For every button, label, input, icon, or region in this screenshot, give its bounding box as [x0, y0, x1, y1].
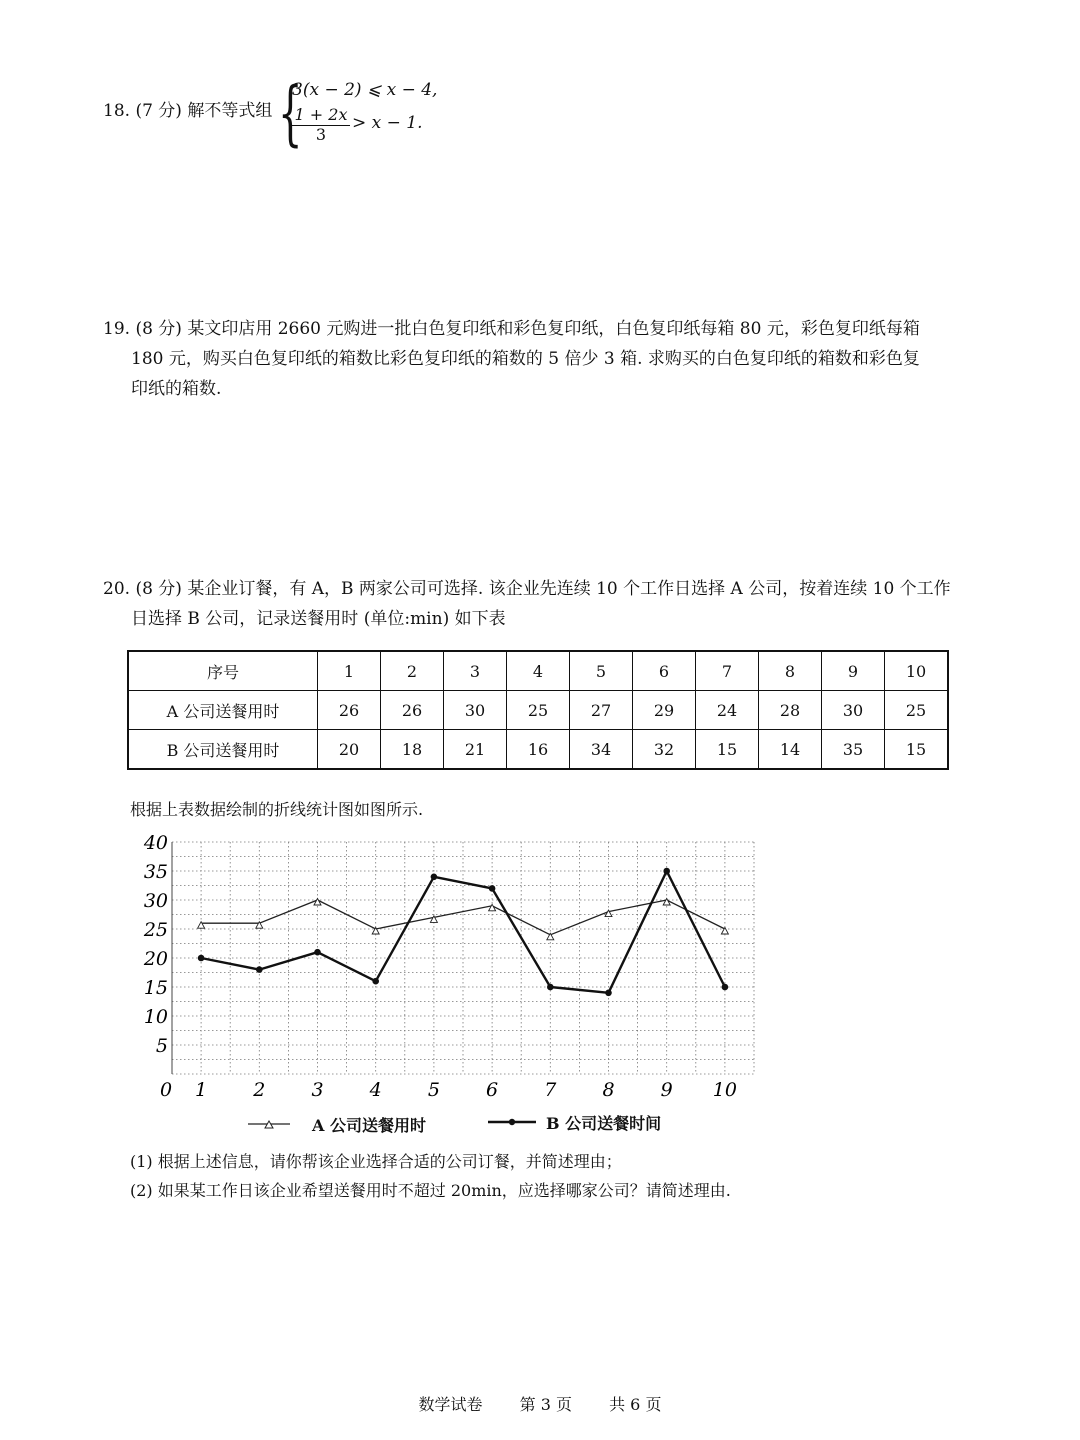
footer-page: 第 3 页 — [519, 1395, 572, 1414]
table-cell: 18 — [381, 730, 444, 770]
q19-line-1: 19. (8 分) 某文印店用 2660 元购进一批白色复印纸和彩色复印纸，白色复印纸每箱 80 元，彩色复印纸每箱 — [103, 319, 920, 339]
table-col-header: 3 — [444, 651, 507, 691]
table-cell: 32 — [633, 730, 696, 770]
y-tick-label: 40 — [143, 832, 168, 854]
q20-sub-1: (1) 根据上述信息，请你帮该企业选择合适的公司订餐，并简述理由； — [130, 1152, 622, 1171]
table-cell: 25 — [507, 691, 570, 730]
series-b-point — [314, 949, 321, 956]
q18-inequality-2: > x − 1. — [352, 113, 423, 133]
table-cell: 30 — [822, 691, 885, 730]
series-b-point — [372, 978, 379, 985]
q20-line-1: 20. (8 分) 某企业订餐，有 A，B 两家公司可选择. 该企业先连续 10 个工作日选择 A 公司，按着连续 10 个工作 — [103, 579, 951, 599]
q18-label: 18. (7 分) 解不等式组 — [103, 101, 273, 121]
table-cell: 25 — [885, 691, 949, 730]
table-cell: 15 — [885, 730, 949, 770]
x-tick-label: 9 — [660, 1079, 673, 1101]
table-col-header: 6 — [633, 651, 696, 691]
series-b-point — [547, 984, 554, 991]
q18-fraction-numerator: 1 + 2x — [292, 106, 350, 126]
q19-line-2: 180 元，购买白色复印纸的箱数比彩色复印纸的箱数的 5 倍少 3 箱. 求购买的白色复印纸的箱数和彩色复 — [131, 349, 920, 369]
table-cell: 21 — [444, 730, 507, 770]
legend-b-label: B 公司送餐时间 — [546, 1114, 662, 1133]
table-col-header: 7 — [696, 651, 759, 691]
q18-fraction — [292, 106, 350, 144]
x-tick-label: 1 — [195, 1079, 208, 1101]
x-tick-label: 2 — [253, 1079, 266, 1101]
table-col-header: 2 — [381, 651, 444, 691]
table-header-row — [128, 651, 948, 691]
series-b-point — [256, 966, 263, 973]
table-row-a — [128, 691, 948, 730]
table-row-label: A 公司送餐用时 — [128, 691, 318, 730]
table-cell: 26 — [318, 691, 381, 730]
delivery-time-table — [127, 650, 949, 770]
line-chart — [120, 826, 780, 1116]
table-header-label: 序号 — [128, 651, 318, 691]
table-cell: 16 — [507, 730, 570, 770]
series-b-point — [431, 874, 438, 881]
x-tick-label: 8 — [602, 1079, 615, 1101]
y-tick-label: 35 — [143, 861, 168, 883]
q20-text — [103, 574, 983, 634]
series-a-line — [201, 900, 725, 935]
x-tick-label: 3 — [311, 1079, 324, 1101]
q20-line-2: 日选择 B 公司，记录送餐用时 (单位:min) 如下表 — [131, 609, 506, 629]
y-tick-label: 30 — [143, 890, 168, 912]
table-col-header: 9 — [822, 651, 885, 691]
x-tick-label: 4 — [369, 1079, 382, 1101]
series-b-point — [663, 868, 670, 875]
series-b-point — [198, 955, 205, 962]
table-cell: 34 — [570, 730, 633, 770]
footer — [0, 1392, 1080, 1415]
y-tick-label: 5 — [155, 1035, 168, 1057]
footer-subject: 数学试卷 — [418, 1395, 483, 1414]
left-brace: { — [278, 72, 303, 154]
table-cell: 15 — [696, 730, 759, 770]
series-b-point — [489, 885, 496, 892]
legend-b-swatch — [486, 1112, 538, 1132]
chart-intro: 根据上表数据绘制的折线统计图如图所示. — [130, 800, 424, 819]
table-col-header: 1 — [318, 651, 381, 691]
q19-text — [103, 314, 983, 404]
table-col-header: 8 — [759, 651, 822, 691]
table-cell: 27 — [570, 691, 633, 730]
y-tick-label: 10 — [143, 1006, 168, 1028]
table-cell: 26 — [381, 691, 444, 730]
q20-sub-2: (2) 如果某工作日该企业希望送餐用时不超过 20min，应选择哪家公司？请简述理由. — [130, 1181, 731, 1200]
table-cell: 30 — [444, 691, 507, 730]
footer-total: 共 6 页 — [609, 1395, 662, 1414]
table-cell: 29 — [633, 691, 696, 730]
origin-label: 0 — [159, 1079, 173, 1101]
table-col-header: 5 — [570, 651, 633, 691]
table-cell: 35 — [822, 730, 885, 770]
table-cell: 28 — [759, 691, 822, 730]
q18-fraction-denominator: 3 — [315, 125, 327, 144]
table-cell: 14 — [759, 730, 822, 770]
series-b-point — [605, 990, 612, 997]
x-tick-label: 10 — [712, 1079, 737, 1101]
table-row-b — [128, 730, 948, 770]
series-b-point — [722, 984, 729, 991]
table-col-header: 10 — [885, 651, 949, 691]
y-tick-label: 20 — [143, 948, 168, 970]
table-cell: 20 — [318, 730, 381, 770]
y-tick-label: 15 — [143, 977, 168, 999]
q19-line-3: 印纸的箱数. — [131, 379, 222, 399]
table-col-header: 4 — [507, 651, 570, 691]
table-cell: 24 — [696, 691, 759, 730]
legend-a-label: A 公司送餐用时 — [312, 1116, 426, 1135]
q18-inequality-1: 3(x − 2) ⩽ x − 4, — [292, 80, 438, 100]
legend-a-swatch — [246, 1114, 292, 1134]
x-tick-label: 5 — [427, 1079, 440, 1101]
x-tick-label: 7 — [544, 1079, 557, 1101]
table-row-label: B 公司送餐用时 — [128, 730, 318, 770]
y-tick-label: 25 — [143, 919, 168, 941]
x-tick-label: 6 — [486, 1079, 499, 1101]
